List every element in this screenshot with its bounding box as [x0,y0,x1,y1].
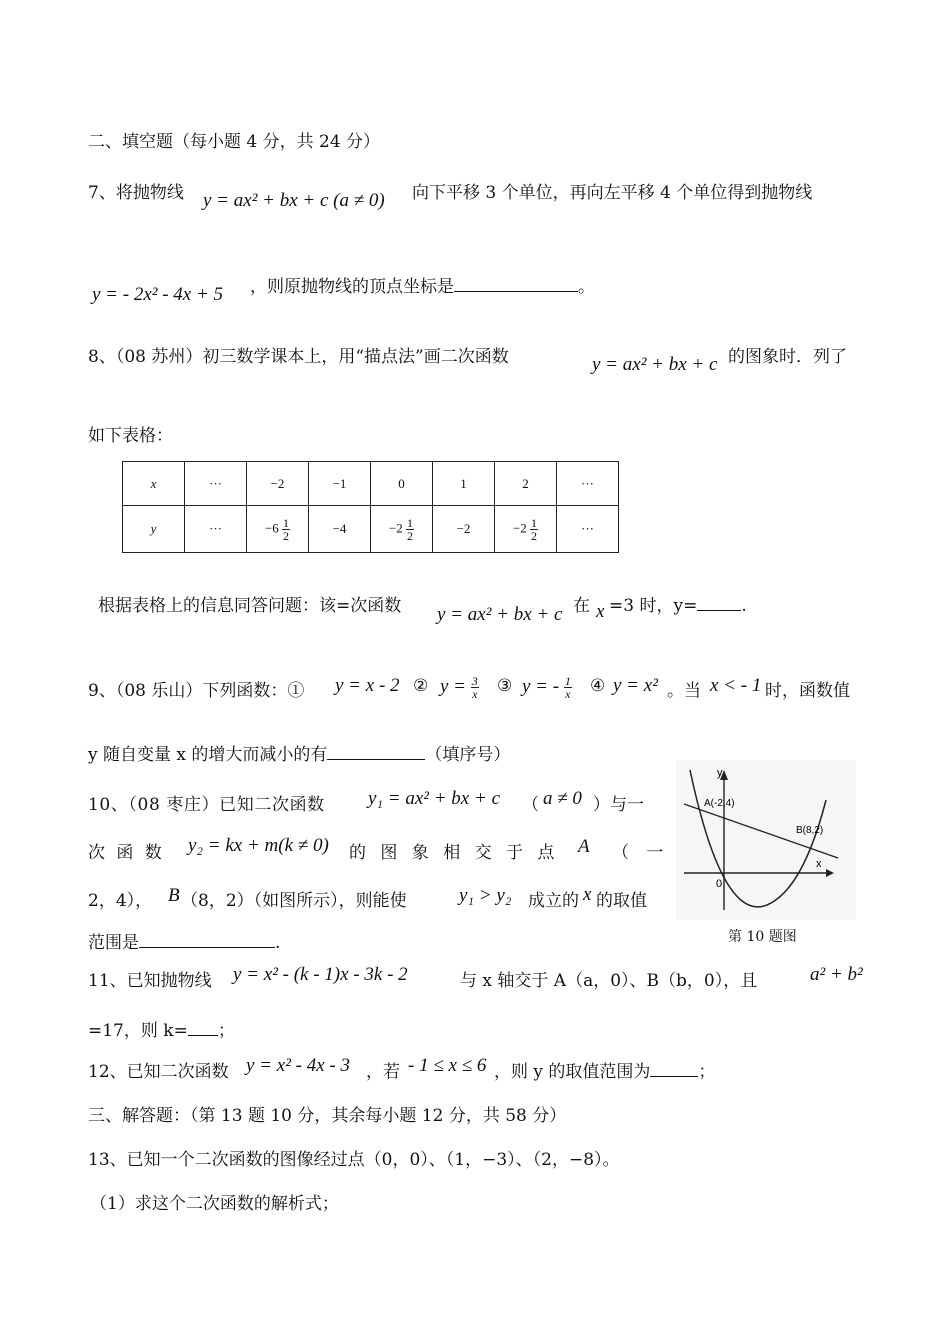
table-row [123,506,619,553]
q8-formula2: y = ax² + bx + c [437,604,563,625]
q8-prefix: 8、（08 苏州）初三数学课本上，用“描点法”画二次函数 [88,347,509,367]
q7-end: 。 [578,277,595,297]
q10-answer-blank[interactable] [139,931,275,948]
q7-formula2: y = - 2x² - 4x + 5 [92,284,224,305]
q12-cond: - 1 ≤ x ≤ 6 [408,1055,487,1076]
q12-formula: y = x² - 4x - 3 [246,1055,350,1076]
q9-line2-text: y 随自变量 x 的增大而减小的有 [88,745,328,765]
value-table [122,461,619,553]
q10-line3-end: 成立的 [528,891,579,911]
q10-line2-tail: （ 一 [612,843,664,863]
table-cell: ··· [557,506,619,553]
q9-line2 [88,740,510,765]
q8-middle: 的图象时．列了 [728,347,847,367]
q10-line3-mid: （8，2）（如图所示），则能使 [181,891,407,911]
q10-line3-prefix: 2，4）， [88,891,153,911]
table-cell: −1 [309,462,371,506]
q8-q-end: . [741,596,747,616]
y-axis-label: y [717,767,723,779]
q10-line3-tail: 的取值 [596,891,647,911]
table-cell: y [123,506,185,553]
table-cell: ··· [185,506,247,553]
table-cell: −2 [247,462,309,506]
q10-point-b: B [168,885,180,906]
q7-answer-blank[interactable] [454,275,578,292]
q11-middle: 与 x 轴交于 A（a，0）、B（b，0），且 [460,971,758,991]
point-b-label: B(8,2) [796,825,824,836]
q11-prefix: 11、已知抛物线 [88,971,212,991]
q9-c4: ④ [590,676,606,696]
q12-prefix: 12、已知二次函数 [88,1062,229,1082]
q11-line2-text: =17，则 k= [88,1021,188,1041]
table-cell: −6 $\frac{1}{2}$ [247,506,309,553]
figure-background [676,760,856,920]
q9-cond: x < - 1 [710,675,762,696]
q13-text: 13、已知一个二次函数的图像经过点（0，0）、（1，−3）、（2，−8）。 [88,1150,620,1170]
q12-middle: ，若 [366,1062,400,1082]
q12-answer-blank[interactable] [650,1060,698,1077]
origin-label: 0 [716,878,723,890]
q9-line2-end: （填序号） [425,745,511,765]
q9-c2: ② [413,676,429,696]
q12-end: ； [698,1062,716,1082]
x-axis-label: x [816,858,822,870]
q11-answer-blank[interactable] [188,1019,218,1036]
q9-answer-blank[interactable] [327,743,425,760]
table-cell: x [123,462,185,506]
q11-line2-end: ； [217,1021,235,1041]
q9-f1: y = x - 2 [335,675,400,696]
q9-cond-suffix: 时，函数值 [765,681,850,701]
q10-line4-end: . [275,933,281,953]
q8-q-tail [609,591,747,616]
table-cell: −2 $\frac{1}{2}$ [495,506,557,553]
table-cell: ··· [557,462,619,506]
q8-q-mid2: =3 时，y= [609,596,698,616]
q7-middle: 向下平移 3 个单位，再向左平移 4 个单位得到抛物线 [412,183,813,203]
q7-formula: y = ax² + bx + c (a ≠ 0) [203,190,385,211]
q10-ineq: y₁ > y₂ [459,885,512,906]
q10-line4 [88,928,280,953]
table-cell: −2 $\frac{1}{2}$ [371,506,433,553]
q10-f2: y₂ = kx + m(k ≠ 0) [188,835,329,856]
q7-prefix: 7、将抛物线 [88,183,184,203]
q9-f4: y = x² [613,675,658,696]
q12-suffix-wrap [494,1057,715,1082]
table-cell: 1 [433,462,495,506]
q8-answer-blank[interactable] [697,594,741,611]
q8-line2: 如下表格： [88,426,173,446]
table-cell: −2 [433,506,495,553]
q10-line1-end: ）与一 [593,795,644,815]
q11-cond: a² + b² [810,964,863,985]
q7-suffix [250,272,595,297]
q11-formula: y = x² - (k - 1)x - 3k - 2 [233,964,408,985]
section-title: 三、解答题：（第 13 题 10 分，其余每小题 12 分，共 58 分） [88,1106,567,1126]
q10-line2-prefix: 次 函 数 [88,843,162,863]
table-cell: 2 [495,462,557,506]
q10-xvar: x [583,884,592,905]
q10-point-a: A [578,836,590,857]
q10-graph-figure [676,760,856,920]
table-cell: 0 [371,462,433,506]
q10-f1: y₁ = ax² + bx + c [368,788,500,809]
q8-formula: y = ax² + bx + c [592,354,718,375]
q13-sub1: （1）求这个二次函数的解析式； [90,1194,339,1214]
q9-cond-prefix: 。当 [667,681,701,701]
q10-line1-mid: （ [522,795,539,815]
q9-prefix: 9、（08 乐山）下列函数：① [88,681,305,701]
q12-suffix: ，则 y 的取值范围为 [494,1062,651,1082]
q9-c3: ③ [497,676,513,696]
q10-line4-text: 范围是 [88,933,139,953]
figure-caption: 第 10 题图 [728,929,797,945]
q8-q-var: x [596,601,605,622]
section-title: 二、填空题（每小题 4 分，共 24 分） [88,132,381,152]
table-cell: −4 [309,506,371,553]
q8-question-prefix: 根据表格上的信息同答问题：该=次函数 [98,596,402,616]
q10-line2-end: 的 图 象 相 交 于 点 [349,843,555,863]
q8-q-mid1: 在 [573,596,590,616]
q10-cond: a ≠ 0 [543,788,582,809]
q11-line2 [88,1016,235,1041]
table-row [123,462,619,506]
q9-f2: y = $\frac{3}{x}$ [440,674,478,701]
table-cell: ··· [185,462,247,506]
q10-line1-prefix: 10、（08 枣庄）已知二次函数 [88,795,325,815]
q7-suffix-text: ，则原抛物线的顶点坐标是 [250,277,454,297]
q9-f3: y = - $\frac{1}{x}$ [522,674,571,701]
point-a-label: A(-2,4) [704,798,735,809]
